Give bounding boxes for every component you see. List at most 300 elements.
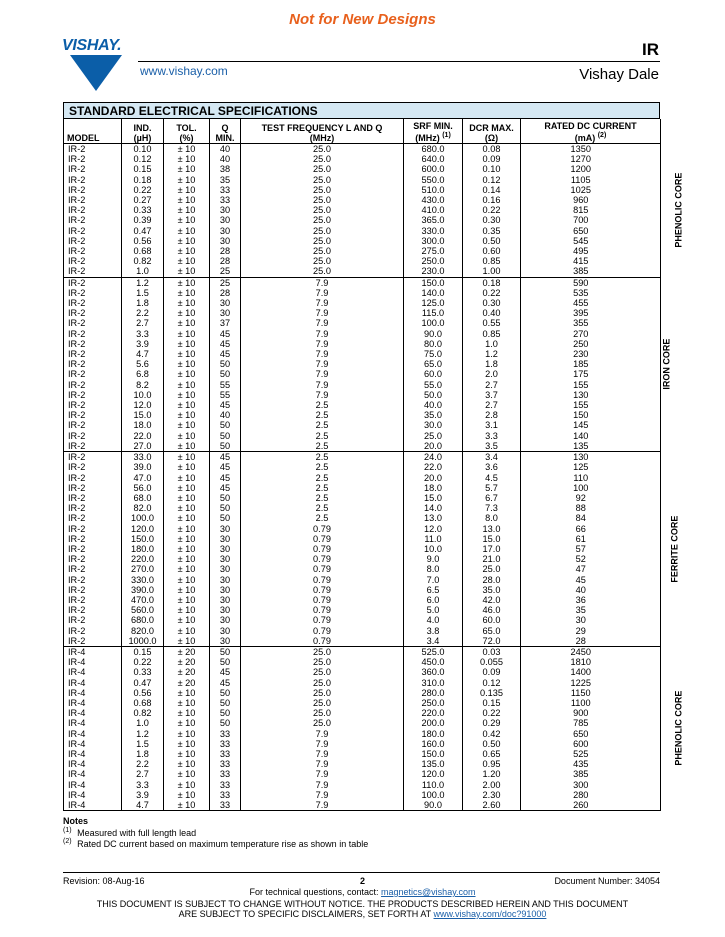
- cell-tolerance: ± 10: [164, 164, 210, 174]
- cell-inductance: 1.2: [122, 729, 164, 739]
- cell-tolerance: ± 20: [164, 678, 210, 688]
- cell-inductance: 120.0: [122, 524, 164, 534]
- cell-model: IR-4: [64, 749, 122, 759]
- cell-model: IR-2: [64, 236, 122, 246]
- cell-test-frequency: 25.0: [241, 256, 404, 266]
- cell-dcr-max: 3.6: [463, 462, 521, 472]
- cell-model: IR-4: [64, 739, 122, 749]
- cell-inductance: 0.27: [122, 195, 164, 205]
- cell-q-min: 30: [210, 308, 241, 318]
- cell-srf-min: 150.0: [404, 277, 463, 288]
- cell-inductance: 0.47: [122, 678, 164, 688]
- cell-inductance: 82.0: [122, 503, 164, 513]
- table-row: [64, 215, 661, 225]
- cell-test-frequency: 7.9: [241, 729, 404, 739]
- cell-tolerance: ± 10: [164, 800, 210, 811]
- cell-inductance: 0.15: [122, 164, 164, 174]
- cell-srf-min: 450.0: [404, 657, 463, 667]
- cell-tolerance: ± 10: [164, 688, 210, 698]
- cell-rated-current: 29: [521, 626, 641, 636]
- cell-q-min: 30: [210, 534, 241, 544]
- spec-table: [63, 119, 683, 811]
- cell-inductance: 1.0: [122, 718, 164, 728]
- cell-dcr-max: 3.4: [463, 452, 521, 463]
- cell-test-frequency: 2.5: [241, 462, 404, 472]
- cell-rated-current: 960: [521, 195, 641, 205]
- cell-tolerance: ± 10: [164, 380, 210, 390]
- cell-tolerance: ± 10: [164, 318, 210, 328]
- cell-model: IR-2: [64, 246, 122, 256]
- vishay-logo-text: VISHAY.: [62, 37, 122, 54]
- cell-rated-current: 28: [521, 636, 641, 647]
- cell-rated-current: 52: [521, 554, 641, 564]
- cell-rated-current: 1350: [521, 144, 641, 155]
- cell-srf-min: 230.0: [404, 266, 463, 277]
- table-row: [64, 790, 661, 800]
- cell-dcr-max: 0.35: [463, 226, 521, 236]
- cell-q-min: 45: [210, 667, 241, 677]
- cell-srf-min: 3.8: [404, 626, 463, 636]
- cell-q-min: 40: [210, 144, 241, 155]
- cell-tolerance: ± 10: [164, 790, 210, 800]
- cell-rated-current: 1270: [521, 154, 641, 164]
- cell-q-min: 45: [210, 483, 241, 493]
- cell-rated-current: 1810: [521, 657, 641, 667]
- cell-tolerance: ± 10: [164, 349, 210, 359]
- cell-model: IR-2: [64, 410, 122, 420]
- table-row: [64, 431, 661, 441]
- cell-inductance: 0.22: [122, 657, 164, 667]
- cell-dcr-max: 7.3: [463, 503, 521, 513]
- cell-test-frequency: 25.0: [241, 646, 404, 657]
- cell-dcr-max: 0.15: [463, 698, 521, 708]
- table-title: STANDARD ELECTRICAL SPECIFICATIONS: [63, 102, 660, 119]
- cell-dcr-max: 4.5: [463, 473, 521, 483]
- cell-model: IR-2: [64, 226, 122, 236]
- cell-rated-current: 1100: [521, 698, 641, 708]
- cell-tolerance: ± 10: [164, 769, 210, 779]
- cell-dcr-max: 42.0: [463, 595, 521, 605]
- cell-srf-min: 275.0: [404, 246, 463, 256]
- cell-dcr-max: 2.7: [463, 380, 521, 390]
- cell-inductance: 0.15: [122, 646, 164, 657]
- cell-test-frequency: 0.79: [241, 615, 404, 625]
- cell-inductance: 1.8: [122, 298, 164, 308]
- cell-inductance: 0.82: [122, 708, 164, 718]
- cell-q-min: 40: [210, 410, 241, 420]
- cell-rated-current: 1400: [521, 667, 641, 677]
- cell-tolerance: ± 10: [164, 298, 210, 308]
- cell-srf-min: 25.0: [404, 431, 463, 441]
- cell-dcr-max: 2.8: [463, 410, 521, 420]
- cell-q-min: 50: [210, 688, 241, 698]
- table-row: [64, 452, 661, 463]
- cell-srf-min: 365.0: [404, 215, 463, 225]
- cell-tolerance: ± 10: [164, 431, 210, 441]
- cell-test-frequency: 2.5: [241, 493, 404, 503]
- cell-rated-current: 175: [521, 369, 641, 379]
- cell-srf-min: 11.0: [404, 534, 463, 544]
- cell-rated-current: 455: [521, 298, 641, 308]
- cell-test-frequency: 7.9: [241, 759, 404, 769]
- cell-srf-min: 330.0: [404, 226, 463, 236]
- disclaimer-line-2: [0, 909, 725, 919]
- cell-tolerance: ± 10: [164, 205, 210, 215]
- cell-dcr-max: 0.65: [463, 749, 521, 759]
- cell-dcr-max: 21.0: [463, 554, 521, 564]
- table-row: [64, 657, 661, 667]
- cell-q-min: 33: [210, 729, 241, 739]
- core-type-label: [641, 646, 683, 810]
- cell-model: IR-2: [64, 277, 122, 288]
- cell-dcr-max: 0.135: [463, 688, 521, 698]
- cell-srf-min: 410.0: [404, 205, 463, 215]
- cell-tolerance: ± 10: [164, 288, 210, 298]
- cell-dcr-max: 6.7: [463, 493, 521, 503]
- cell-q-min: 45: [210, 473, 241, 483]
- cell-inductance: 1.2: [122, 277, 164, 288]
- cell-srf-min: 150.0: [404, 749, 463, 759]
- contact-email-link[interactable]: magnetics@vishay.com: [381, 887, 476, 897]
- cell-test-frequency: 2.5: [241, 452, 404, 463]
- cell-dcr-max: 35.0: [463, 585, 521, 595]
- cell-tolerance: ± 10: [164, 575, 210, 585]
- cell-q-min: 33: [210, 759, 241, 769]
- cell-srf-min: 430.0: [404, 195, 463, 205]
- table-row: [64, 585, 661, 595]
- cell-inductance: 0.56: [122, 236, 164, 246]
- cell-model: IR-2: [64, 534, 122, 544]
- cell-rated-current: 385: [521, 266, 641, 277]
- table-row: [64, 308, 661, 318]
- cell-q-min: 33: [210, 739, 241, 749]
- cell-model: IR-4: [64, 780, 122, 790]
- cell-inductance: 820.0: [122, 626, 164, 636]
- table-row: [64, 729, 661, 739]
- cell-dcr-max: 25.0: [463, 564, 521, 574]
- table-row: [64, 266, 661, 277]
- cell-q-min: 50: [210, 493, 241, 503]
- cell-test-frequency: 2.5: [241, 473, 404, 483]
- cell-q-min: 50: [210, 708, 241, 718]
- cell-tolerance: ± 10: [164, 226, 210, 236]
- cell-model: IR-2: [64, 288, 122, 298]
- document-number: Document Number: 34054: [554, 876, 660, 886]
- table-row: [64, 288, 661, 298]
- footer-divider: [63, 872, 660, 873]
- cell-dcr-max: 0.85: [463, 329, 521, 339]
- cell-rated-current: 785: [521, 718, 641, 728]
- cell-tolerance: ± 10: [164, 636, 210, 647]
- cell-test-frequency: 7.9: [241, 288, 404, 298]
- table-row: [64, 780, 661, 790]
- cell-inductance: 4.7: [122, 800, 164, 811]
- cell-inductance: 0.47: [122, 226, 164, 236]
- cell-tolerance: ± 10: [164, 359, 210, 369]
- cell-q-min: 50: [210, 369, 241, 379]
- col-header-dcr: DCR MAX. (Ω): [463, 119, 521, 144]
- cell-model: IR-2: [64, 349, 122, 359]
- cell-dcr-max: 0.055: [463, 657, 521, 667]
- table-row: [64, 503, 661, 513]
- cell-test-frequency: 0.79: [241, 554, 404, 564]
- cell-model: IR-4: [64, 678, 122, 688]
- cell-inductance: 0.22: [122, 185, 164, 195]
- table-row: [64, 400, 661, 410]
- cell-tolerance: ± 10: [164, 749, 210, 759]
- cell-inductance: 0.33: [122, 205, 164, 215]
- cell-q-min: 30: [210, 554, 241, 564]
- cell-q-min: 45: [210, 678, 241, 688]
- cell-tolerance: ± 10: [164, 420, 210, 430]
- cell-test-frequency: 0.79: [241, 534, 404, 544]
- cell-model: IR-4: [64, 708, 122, 718]
- cell-test-frequency: 2.5: [241, 431, 404, 441]
- cell-tolerance: ± 10: [164, 236, 210, 246]
- cell-srf-min: 6.5: [404, 585, 463, 595]
- cell-tolerance: ± 10: [164, 339, 210, 349]
- cell-tolerance: ± 20: [164, 667, 210, 677]
- table-row: [64, 800, 661, 811]
- core-type-label: [641, 144, 683, 278]
- cell-test-frequency: 7.9: [241, 359, 404, 369]
- cell-q-min: 45: [210, 400, 241, 410]
- cell-tolerance: ± 10: [164, 473, 210, 483]
- cell-rated-current: 100: [521, 483, 641, 493]
- cell-srf-min: 100.0: [404, 790, 463, 800]
- cell-dcr-max: 0.95: [463, 759, 521, 769]
- cell-dcr-max: 0.09: [463, 154, 521, 164]
- cell-model: IR-4: [64, 698, 122, 708]
- cell-model: IR-2: [64, 380, 122, 390]
- cell-rated-current: 230: [521, 349, 641, 359]
- cell-test-frequency: 25.0: [241, 164, 404, 174]
- cell-q-min: 25: [210, 277, 241, 288]
- cell-tolerance: ± 10: [164, 513, 210, 523]
- cell-tolerance: ± 10: [164, 698, 210, 708]
- cell-inductance: 3.9: [122, 790, 164, 800]
- contact-line: [0, 887, 725, 897]
- cell-test-frequency: 25.0: [241, 266, 404, 277]
- cell-q-min: 50: [210, 441, 241, 452]
- cell-inductance: 5.6: [122, 359, 164, 369]
- cell-tolerance: ± 10: [164, 595, 210, 605]
- cell-model: IR-2: [64, 266, 122, 277]
- cell-model: IR-2: [64, 256, 122, 266]
- cell-tolerance: ± 10: [164, 780, 210, 790]
- core-type-label: [641, 277, 671, 451]
- cell-test-frequency: 0.79: [241, 564, 404, 574]
- cell-q-min: 45: [210, 339, 241, 349]
- cell-q-min: 30: [210, 215, 241, 225]
- cell-tolerance: ± 10: [164, 605, 210, 615]
- cell-tolerance: ± 10: [164, 329, 210, 339]
- core-type-text: IRON CORE: [660, 338, 671, 390]
- cell-rated-current: 1200: [521, 164, 641, 174]
- cell-srf-min: 140.0: [404, 288, 463, 298]
- cell-rated-current: 650: [521, 226, 641, 236]
- table-row: [64, 554, 661, 564]
- table-row: [64, 667, 661, 677]
- col-header-model: MODEL: [64, 119, 122, 144]
- table-row: [64, 185, 661, 195]
- cell-dcr-max: 0.85: [463, 256, 521, 266]
- table-row: [64, 236, 661, 246]
- cell-srf-min: 100.0: [404, 318, 463, 328]
- cell-test-frequency: 2.5: [241, 410, 404, 420]
- cell-srf-min: 40.0: [404, 400, 463, 410]
- cell-dcr-max: 1.2: [463, 349, 521, 359]
- cell-rated-current: 415: [521, 256, 641, 266]
- cell-inductance: 10.0: [122, 390, 164, 400]
- cell-q-min: 45: [210, 329, 241, 339]
- cell-test-frequency: 2.5: [241, 420, 404, 430]
- cell-srf-min: 120.0: [404, 769, 463, 779]
- cell-model: IR-2: [64, 564, 122, 574]
- table-row: [64, 164, 661, 174]
- cell-inductance: 0.39: [122, 215, 164, 225]
- cell-tolerance: ± 10: [164, 708, 210, 718]
- cell-model: IR-2: [64, 164, 122, 174]
- cell-rated-current: 61: [521, 534, 641, 544]
- cell-inductance: 2.7: [122, 318, 164, 328]
- cell-srf-min: 4.0: [404, 615, 463, 625]
- cell-srf-min: 9.0: [404, 554, 463, 564]
- table-body: [64, 144, 683, 811]
- cell-srf-min: 300.0: [404, 236, 463, 246]
- cell-model: IR-4: [64, 729, 122, 739]
- cell-test-frequency: 0.79: [241, 544, 404, 554]
- table-row: [64, 534, 661, 544]
- cell-srf-min: 60.0: [404, 369, 463, 379]
- cell-tolerance: ± 10: [164, 154, 210, 164]
- cell-model: IR-2: [64, 215, 122, 225]
- document-code: IR: [642, 40, 659, 59]
- cell-test-frequency: 7.9: [241, 749, 404, 759]
- table-row: [64, 154, 661, 164]
- table-row: [64, 626, 661, 636]
- cell-inductance: 1000.0: [122, 636, 164, 647]
- table-row: [64, 636, 661, 647]
- cell-q-min: 28: [210, 256, 241, 266]
- cell-rated-current: 84: [521, 513, 641, 523]
- table-row: [64, 524, 661, 534]
- note-1-mark: (1): [63, 827, 72, 834]
- cell-dcr-max: 5.7: [463, 483, 521, 493]
- table-row: [64, 688, 661, 698]
- cell-rated-current: 155: [521, 380, 641, 390]
- cell-srf-min: 80.0: [404, 339, 463, 349]
- cell-tolerance: ± 20: [164, 657, 210, 667]
- table-row: [64, 277, 661, 288]
- cell-dcr-max: 0.22: [463, 288, 521, 298]
- cell-rated-current: 1225: [521, 678, 641, 688]
- cell-inductance: 33.0: [122, 452, 164, 463]
- col-header-q: Q MIN.: [210, 119, 241, 144]
- cell-srf-min: 90.0: [404, 800, 463, 811]
- cell-q-min: 50: [210, 431, 241, 441]
- cell-model: IR-4: [64, 800, 122, 811]
- cell-rated-current: 130: [521, 390, 641, 400]
- core-type-label: [641, 452, 679, 647]
- cell-model: IR-2: [64, 420, 122, 430]
- table-row: [64, 410, 661, 420]
- cell-srf-min: 310.0: [404, 678, 463, 688]
- cell-srf-min: 22.0: [404, 462, 463, 472]
- cell-dcr-max: 15.0: [463, 534, 521, 544]
- cell-model: IR-2: [64, 473, 122, 483]
- cell-test-frequency: 25.0: [241, 246, 404, 256]
- cell-model: IR-4: [64, 657, 122, 667]
- cell-inductance: 68.0: [122, 493, 164, 503]
- notes-title: Notes: [63, 816, 89, 826]
- cell-tolerance: ± 10: [164, 493, 210, 503]
- cell-q-min: 28: [210, 288, 241, 298]
- cell-test-frequency: 2.5: [241, 513, 404, 523]
- cell-tolerance: ± 10: [164, 144, 210, 155]
- cell-inductance: 1.8: [122, 749, 164, 759]
- cell-inductance: 3.3: [122, 780, 164, 790]
- table-row: [64, 195, 661, 205]
- table-row: [64, 698, 661, 708]
- cell-tolerance: ± 10: [164, 615, 210, 625]
- cell-dcr-max: 0.30: [463, 298, 521, 308]
- cell-inductance: 330.0: [122, 575, 164, 585]
- cell-srf-min: 90.0: [404, 329, 463, 339]
- cell-model: IR-4: [64, 759, 122, 769]
- cell-test-frequency: 7.9: [241, 769, 404, 779]
- cell-model: IR-2: [64, 308, 122, 318]
- cell-srf-min: 13.0: [404, 513, 463, 523]
- cell-dcr-max: 2.7: [463, 400, 521, 410]
- cell-rated-current: 30: [521, 615, 641, 625]
- cell-tolerance: ± 10: [164, 585, 210, 595]
- page-number: 2: [359, 876, 365, 886]
- table-row: [64, 605, 661, 615]
- table-header-row: [64, 119, 661, 144]
- cell-inductance: 47.0: [122, 473, 164, 483]
- cell-q-min: 33: [210, 800, 241, 811]
- cell-rated-current: 600: [521, 739, 641, 749]
- disclaimer-link[interactable]: www.vishay.com/doc?91000: [433, 909, 547, 919]
- cell-test-frequency: 25.0: [241, 718, 404, 728]
- cell-q-min: 33: [210, 195, 241, 205]
- cell-test-frequency: 25.0: [241, 195, 404, 205]
- cell-model: IR-4: [64, 769, 122, 779]
- cell-rated-current: 250: [521, 339, 641, 349]
- cell-rated-current: 1105: [521, 175, 641, 185]
- cell-tolerance: ± 10: [164, 277, 210, 288]
- cell-tolerance: ± 10: [164, 483, 210, 493]
- cell-srf-min: 10.0: [404, 544, 463, 554]
- cell-inductance: 12.0: [122, 400, 164, 410]
- cell-tolerance: ± 10: [164, 564, 210, 574]
- cell-rated-current: 900: [521, 708, 641, 718]
- cell-dcr-max: 0.22: [463, 205, 521, 215]
- cell-inductance: 0.18: [122, 175, 164, 185]
- cell-rated-current: 435: [521, 759, 641, 769]
- cell-test-frequency: 0.79: [241, 626, 404, 636]
- cell-test-frequency: 0.79: [241, 605, 404, 615]
- website-link[interactable]: www.vishay.com: [140, 64, 228, 78]
- cell-q-min: 37: [210, 318, 241, 328]
- cell-tolerance: ± 10: [164, 195, 210, 205]
- cell-dcr-max: 0.12: [463, 175, 521, 185]
- cell-srf-min: 6.0: [404, 595, 463, 605]
- cell-dcr-max: 0.03: [463, 646, 521, 657]
- cell-inductance: 0.10: [122, 144, 164, 155]
- cell-inductance: 39.0: [122, 462, 164, 472]
